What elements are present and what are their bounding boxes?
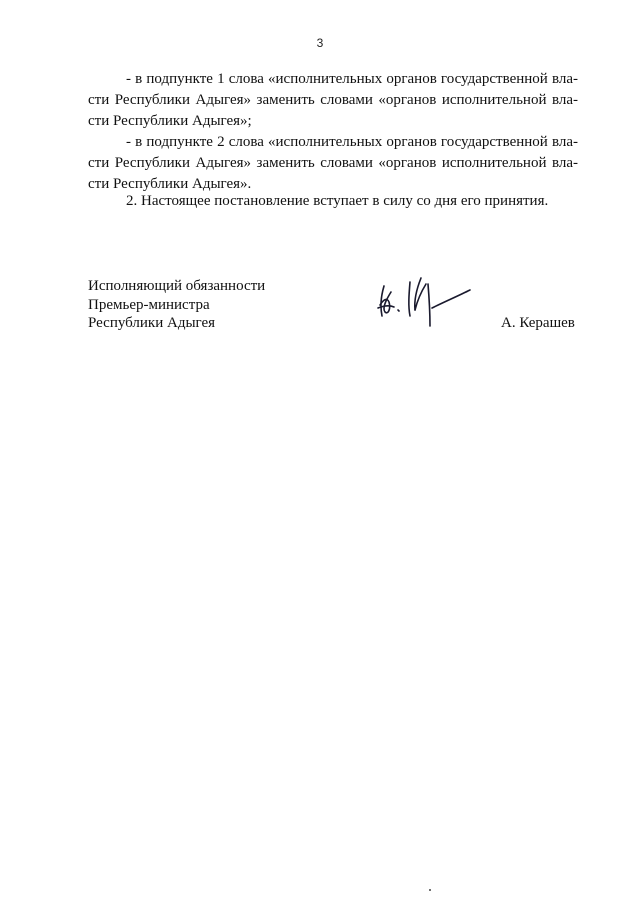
amendment-line: сти Республики Адыгея» заменить словами «органов исполнительной вла-: [88, 92, 578, 108]
scan-speck: [429, 889, 431, 891]
position-line: Премьер-министра: [88, 297, 210, 313]
signatory-name: А. Керашев: [501, 315, 575, 331]
handwritten-signature: [374, 272, 484, 332]
amendment-line: сти Республики Адыгея» заменить словами «органов исполнительной вла-: [88, 155, 578, 171]
amendment-line: - в подпункте 2 слова «исполнительных органов государственной вла-: [126, 134, 578, 150]
amendment-line: - в подпункте 1 слова «исполнительных органов государственной вла-: [126, 71, 578, 87]
position-line: Исполняющий обязанности: [88, 278, 266, 294]
amendment-line: сти Республики Адыгея»;: [88, 113, 252, 129]
position-line: Республики Адыгея: [88, 315, 216, 331]
amendment-line: сти Республики Адыгея».: [88, 176, 252, 192]
amendment-item-2: [88, 132, 578, 195]
page-number: 3: [316, 36, 324, 50]
clause-2: 2. Настоящее постановление вступает в силу со дня его принятия.: [126, 193, 549, 209]
amendment-item-1: [88, 69, 578, 132]
